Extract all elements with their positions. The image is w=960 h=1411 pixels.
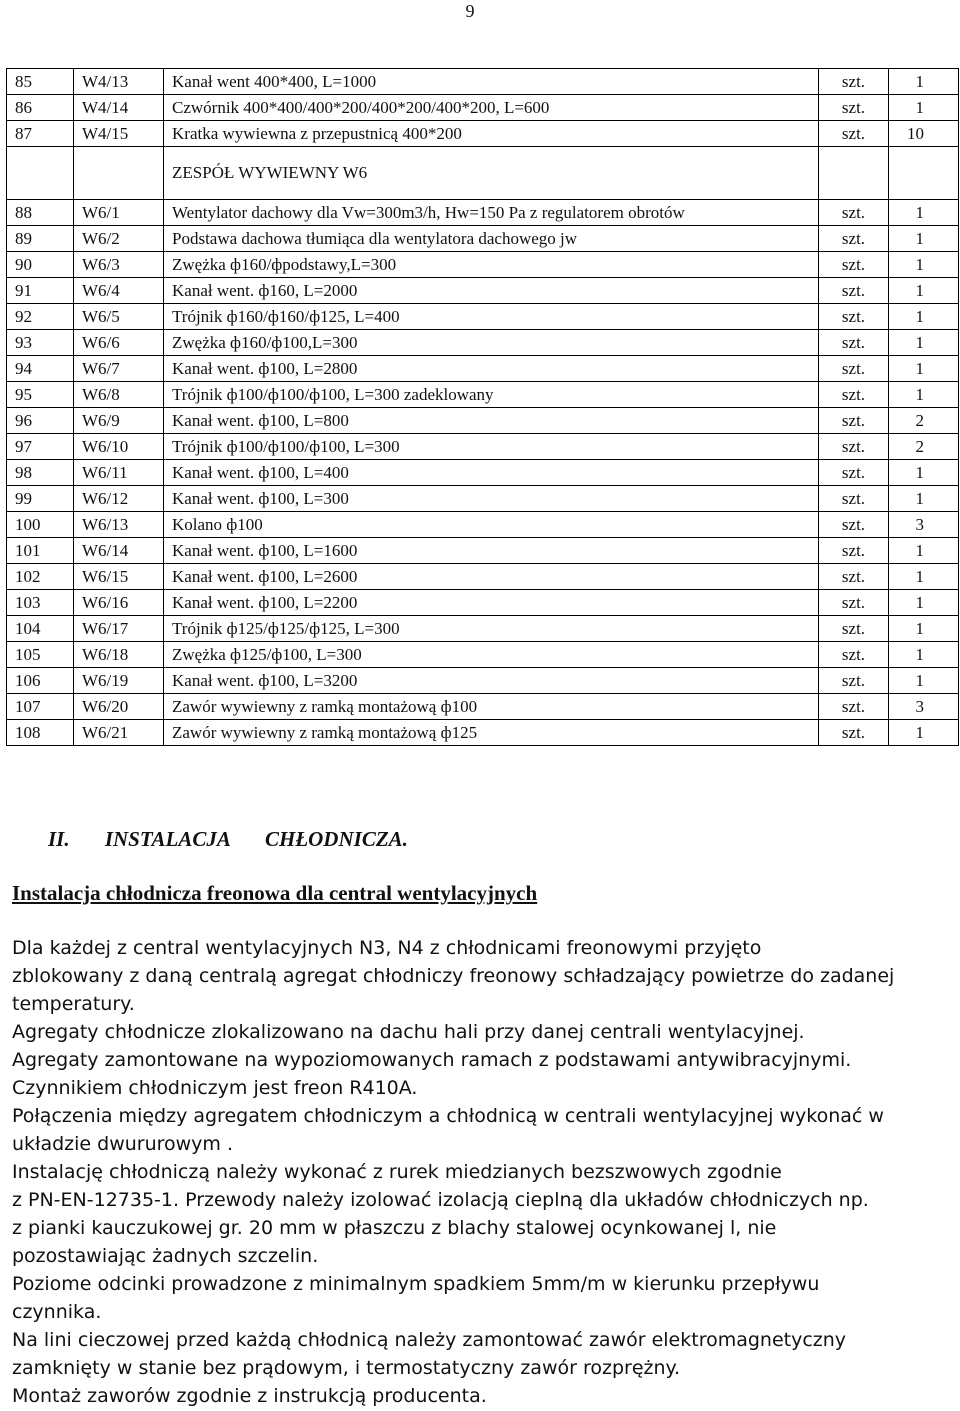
cell-qty: 1 bbox=[889, 564, 959, 590]
cell-name: Zwężka ф160/фpodstawy,L=300 bbox=[164, 252, 819, 278]
materials-table-body bbox=[7, 69, 959, 746]
cell-lp: 98 bbox=[7, 460, 74, 486]
cell-lp: 107 bbox=[7, 694, 74, 720]
cell-name: Trójnik ф100/ф100/ф100, L=300 zadeklowany bbox=[164, 382, 819, 408]
cell-name: Kratka wywiewna z przepustnicą 400*200 bbox=[164, 121, 819, 147]
cell-name: Trójnik ф125/ф125/ф125, L=300 bbox=[164, 616, 819, 642]
cell-qty: 3 bbox=[889, 694, 959, 720]
table-row bbox=[7, 382, 959, 408]
cell-lp: 96 bbox=[7, 408, 74, 434]
cell-name: Czwórnik 400*400/400*200/400*200/400*200, L=600 bbox=[164, 95, 819, 121]
cell-unit bbox=[819, 147, 889, 200]
table-row bbox=[7, 408, 959, 434]
section-body bbox=[12, 934, 942, 1410]
body-line: Agregaty chłodnicze zlokalizowano na dachu hali przy danej centrali wentylacyjnej. bbox=[12, 1021, 805, 1043]
cell-unit: szt. bbox=[819, 512, 889, 538]
cell-name: Zwężka ф125/ф100, L=300 bbox=[164, 642, 819, 668]
cell-name: Trójnik ф160/ф160/ф125, L=400 bbox=[164, 304, 819, 330]
cell-unit: szt. bbox=[819, 95, 889, 121]
body-line: zblokowany z daną centralą agregat chłodniczy freonowy schładzający powietrze do zadanej bbox=[12, 965, 895, 987]
cell-code bbox=[74, 147, 164, 200]
cell-name: Zawór wywiewny z ramką montażową ф125 bbox=[164, 720, 819, 746]
body-line: Agregaty zamontowane na wypoziomowanych ramach z podstawami antywibracyjnymi. bbox=[12, 1049, 852, 1071]
table-row bbox=[7, 200, 959, 226]
section-heading: II. INSTALACJA CHŁODNICZA. bbox=[48, 827, 408, 851]
cell-name: Kanał went. ф160, L=2000 bbox=[164, 278, 819, 304]
cell-unit: szt. bbox=[819, 200, 889, 226]
cell-name: Kanał went. ф100, L=300 bbox=[164, 486, 819, 512]
cell-lp: 92 bbox=[7, 304, 74, 330]
cell-name: Kolano ф100 bbox=[164, 512, 819, 538]
cell-unit: szt. bbox=[819, 460, 889, 486]
body-line: z pianki kauczukowej gr. 20 mm w płaszczu z blachy stalowej ocynkowanej l, nie bbox=[12, 1217, 777, 1239]
cell-qty: 1 bbox=[889, 538, 959, 564]
cell-name: Zawór wywiewny z ramką montażową ф100 bbox=[164, 694, 819, 720]
cell-qty: 1 bbox=[889, 642, 959, 668]
cell-unit: szt. bbox=[819, 304, 889, 330]
cell-qty: 1 bbox=[889, 304, 959, 330]
table-row bbox=[7, 434, 959, 460]
page-number: 9 bbox=[465, 1, 475, 21]
table-row bbox=[7, 252, 959, 278]
body-line: Czynnikiem chłodniczym jest freon R410A. bbox=[12, 1077, 418, 1099]
cell-code: W6/4 bbox=[74, 278, 164, 304]
cell-unit: szt. bbox=[819, 382, 889, 408]
cell-code: W6/9 bbox=[74, 408, 164, 434]
table-row bbox=[7, 668, 959, 694]
cell-name: Wentylator dachowy dla Vw=300m3/h, Hw=150 Pa z regulatorem obrotów bbox=[164, 200, 819, 226]
section-subheading: Instalacja chłodnicza freonowa dla central wentylacyjnych bbox=[12, 881, 538, 905]
cell-unit: szt. bbox=[819, 356, 889, 382]
body-line: Instalację chłodniczą należy wykonać z rurek miedzianych bezszwowych zgodnie bbox=[12, 1161, 782, 1183]
cell-lp: 105 bbox=[7, 642, 74, 668]
cell-qty: 2 bbox=[889, 434, 959, 460]
cell-unit: szt. bbox=[819, 434, 889, 460]
cell-unit: szt. bbox=[819, 720, 889, 746]
cell-unit: szt. bbox=[819, 616, 889, 642]
table-row bbox=[7, 304, 959, 330]
table-row bbox=[7, 356, 959, 382]
cell-code: W6/1 bbox=[74, 200, 164, 226]
cell-code: W6/19 bbox=[74, 668, 164, 694]
section-row bbox=[7, 147, 959, 200]
cell-lp: 95 bbox=[7, 382, 74, 408]
cell-lp: 108 bbox=[7, 720, 74, 746]
body-line: Dla każdej z central wentylacyjnych N3, N4 z chłodnicami freonowymi przyjęto bbox=[12, 937, 762, 959]
cell-unit: szt. bbox=[819, 121, 889, 147]
table-row bbox=[7, 538, 959, 564]
cell-code: W6/3 bbox=[74, 252, 164, 278]
cell-code: W6/5 bbox=[74, 304, 164, 330]
table-row bbox=[7, 616, 959, 642]
cell-code: W6/2 bbox=[74, 226, 164, 252]
cell-code: W6/15 bbox=[74, 564, 164, 590]
table-row bbox=[7, 642, 959, 668]
cell-qty: 1 bbox=[889, 95, 959, 121]
cell-unit: szt. bbox=[819, 252, 889, 278]
cell-qty: 2 bbox=[889, 408, 959, 434]
cell-qty: 1 bbox=[889, 356, 959, 382]
cell-name: Zwężka ф160/ф100,L=300 bbox=[164, 330, 819, 356]
table-row bbox=[7, 226, 959, 252]
cell-name: Kanał went. ф100, L=1600 bbox=[164, 538, 819, 564]
cell-unit: szt. bbox=[819, 226, 889, 252]
cell-lp: 100 bbox=[7, 512, 74, 538]
cell-lp bbox=[7, 147, 74, 200]
cell-qty: 1 bbox=[889, 668, 959, 694]
body-line: zamknięty w stanie bez prądowym, i termostatyczny zawór rozprężny. bbox=[12, 1357, 681, 1379]
body-line: Na lini cieczowej przed każdą chłodnicą należy zamontować zawór elektromagnetyczny bbox=[12, 1329, 847, 1351]
cell-qty: 1 bbox=[889, 616, 959, 642]
cell-qty: 1 bbox=[889, 382, 959, 408]
cell-code: W6/16 bbox=[74, 590, 164, 616]
cell-unit: szt. bbox=[819, 69, 889, 95]
cell-qty: 1 bbox=[889, 278, 959, 304]
table-row bbox=[7, 512, 959, 538]
cell-name: Podstawa dachowa tłumiąca dla wentylatora dachowego jw bbox=[164, 226, 819, 252]
table-row bbox=[7, 69, 959, 95]
cell-name: Kanał went. ф100, L=2200 bbox=[164, 590, 819, 616]
cell-unit: szt. bbox=[819, 564, 889, 590]
cell-qty: 1 bbox=[889, 486, 959, 512]
cell-unit: szt. bbox=[819, 694, 889, 720]
cell-qty bbox=[889, 147, 959, 200]
cell-lp: 88 bbox=[7, 200, 74, 226]
cell-unit: szt. bbox=[819, 486, 889, 512]
cell-code: W6/13 bbox=[74, 512, 164, 538]
table-row bbox=[7, 720, 959, 746]
cell-lp: 103 bbox=[7, 590, 74, 616]
table-row bbox=[7, 694, 959, 720]
cell-unit: szt. bbox=[819, 668, 889, 694]
materials-table bbox=[6, 68, 959, 746]
cell-lp: 90 bbox=[7, 252, 74, 278]
cell-qty: 1 bbox=[889, 330, 959, 356]
table-row bbox=[7, 330, 959, 356]
cell-lp: 101 bbox=[7, 538, 74, 564]
cell-name: Trójnik ф100/ф100/ф100, L=300 bbox=[164, 434, 819, 460]
cell-lp: 102 bbox=[7, 564, 74, 590]
cell-unit: szt. bbox=[819, 538, 889, 564]
body-line: z PN-EN-12735-1. Przewody należy izolować izolacją cieplną dla układów chłodniczych np. bbox=[12, 1189, 869, 1211]
cell-code: W4/13 bbox=[74, 69, 164, 95]
cell-lp: 104 bbox=[7, 616, 74, 642]
table-row bbox=[7, 486, 959, 512]
cell-lp: 87 bbox=[7, 121, 74, 147]
cell-name: Kanał went. ф100, L=3200 bbox=[164, 668, 819, 694]
cell-qty: 1 bbox=[889, 226, 959, 252]
cell-lp: 97 bbox=[7, 434, 74, 460]
body-line: Poziome odcinki prowadzone z minimalnym spadkiem 5mm/m w kierunku przepływu bbox=[12, 1273, 820, 1295]
cell-qty: 10 bbox=[889, 121, 959, 147]
cell-name: Kanał went 400*400, L=1000 bbox=[164, 69, 819, 95]
cell-code: W6/21 bbox=[74, 720, 164, 746]
cell-code: W4/14 bbox=[74, 95, 164, 121]
cell-qty: 1 bbox=[889, 590, 959, 616]
cell-code: W6/18 bbox=[74, 642, 164, 668]
cell-name: ZESPÓŁ WYWIEWNY W6 bbox=[164, 147, 819, 200]
table-row bbox=[7, 121, 959, 147]
cell-lp: 93 bbox=[7, 330, 74, 356]
body-line: czynnika. bbox=[12, 1301, 102, 1323]
cell-code: W6/11 bbox=[74, 460, 164, 486]
cell-qty: 1 bbox=[889, 460, 959, 486]
cell-code: W4/15 bbox=[74, 121, 164, 147]
cell-lp: 99 bbox=[7, 486, 74, 512]
cell-qty: 1 bbox=[889, 252, 959, 278]
table-row bbox=[7, 590, 959, 616]
cell-code: W6/12 bbox=[74, 486, 164, 512]
table-row bbox=[7, 564, 959, 590]
cell-unit: szt. bbox=[819, 590, 889, 616]
cell-unit: szt. bbox=[819, 408, 889, 434]
cell-code: W6/8 bbox=[74, 382, 164, 408]
body-line: Montaż zaworów zgodnie z instrukcją producenta. bbox=[12, 1385, 487, 1407]
cell-qty: 3 bbox=[889, 512, 959, 538]
cell-name: Kanał went. ф100, L=2800 bbox=[164, 356, 819, 382]
body-line: pozostawiając żadnych szczelin. bbox=[12, 1245, 319, 1267]
cell-lp: 91 bbox=[7, 278, 74, 304]
cell-name: Kanał went. ф100, L=400 bbox=[164, 460, 819, 486]
cell-code: W6/10 bbox=[74, 434, 164, 460]
cell-code: W6/20 bbox=[74, 694, 164, 720]
cell-lp: 94 bbox=[7, 356, 74, 382]
cell-unit: szt. bbox=[819, 642, 889, 668]
table-row bbox=[7, 278, 959, 304]
cell-lp: 89 bbox=[7, 226, 74, 252]
cell-unit: szt. bbox=[819, 330, 889, 356]
body-line: Połączenia między agregatem chłodniczym a chłodnicą w centrali wentylacyjnej wykonać w bbox=[12, 1105, 884, 1127]
cell-code: W6/14 bbox=[74, 538, 164, 564]
cell-code: W6/7 bbox=[74, 356, 164, 382]
cell-code: W6/6 bbox=[74, 330, 164, 356]
body-line: temperatury. bbox=[12, 993, 135, 1015]
cell-qty: 1 bbox=[889, 720, 959, 746]
cell-code: W6/17 bbox=[74, 616, 164, 642]
cell-lp: 85 bbox=[7, 69, 74, 95]
cell-unit: szt. bbox=[819, 278, 889, 304]
cell-name: Kanał went. ф100, L=800 bbox=[164, 408, 819, 434]
cell-lp: 106 bbox=[7, 668, 74, 694]
cell-qty: 1 bbox=[889, 69, 959, 95]
cell-qty: 1 bbox=[889, 200, 959, 226]
body-line: układzie dwururowym . bbox=[12, 1133, 234, 1155]
cell-name: Kanał went. ф100, L=2600 bbox=[164, 564, 819, 590]
table-row bbox=[7, 95, 959, 121]
table-row bbox=[7, 460, 959, 486]
cell-lp: 86 bbox=[7, 95, 74, 121]
